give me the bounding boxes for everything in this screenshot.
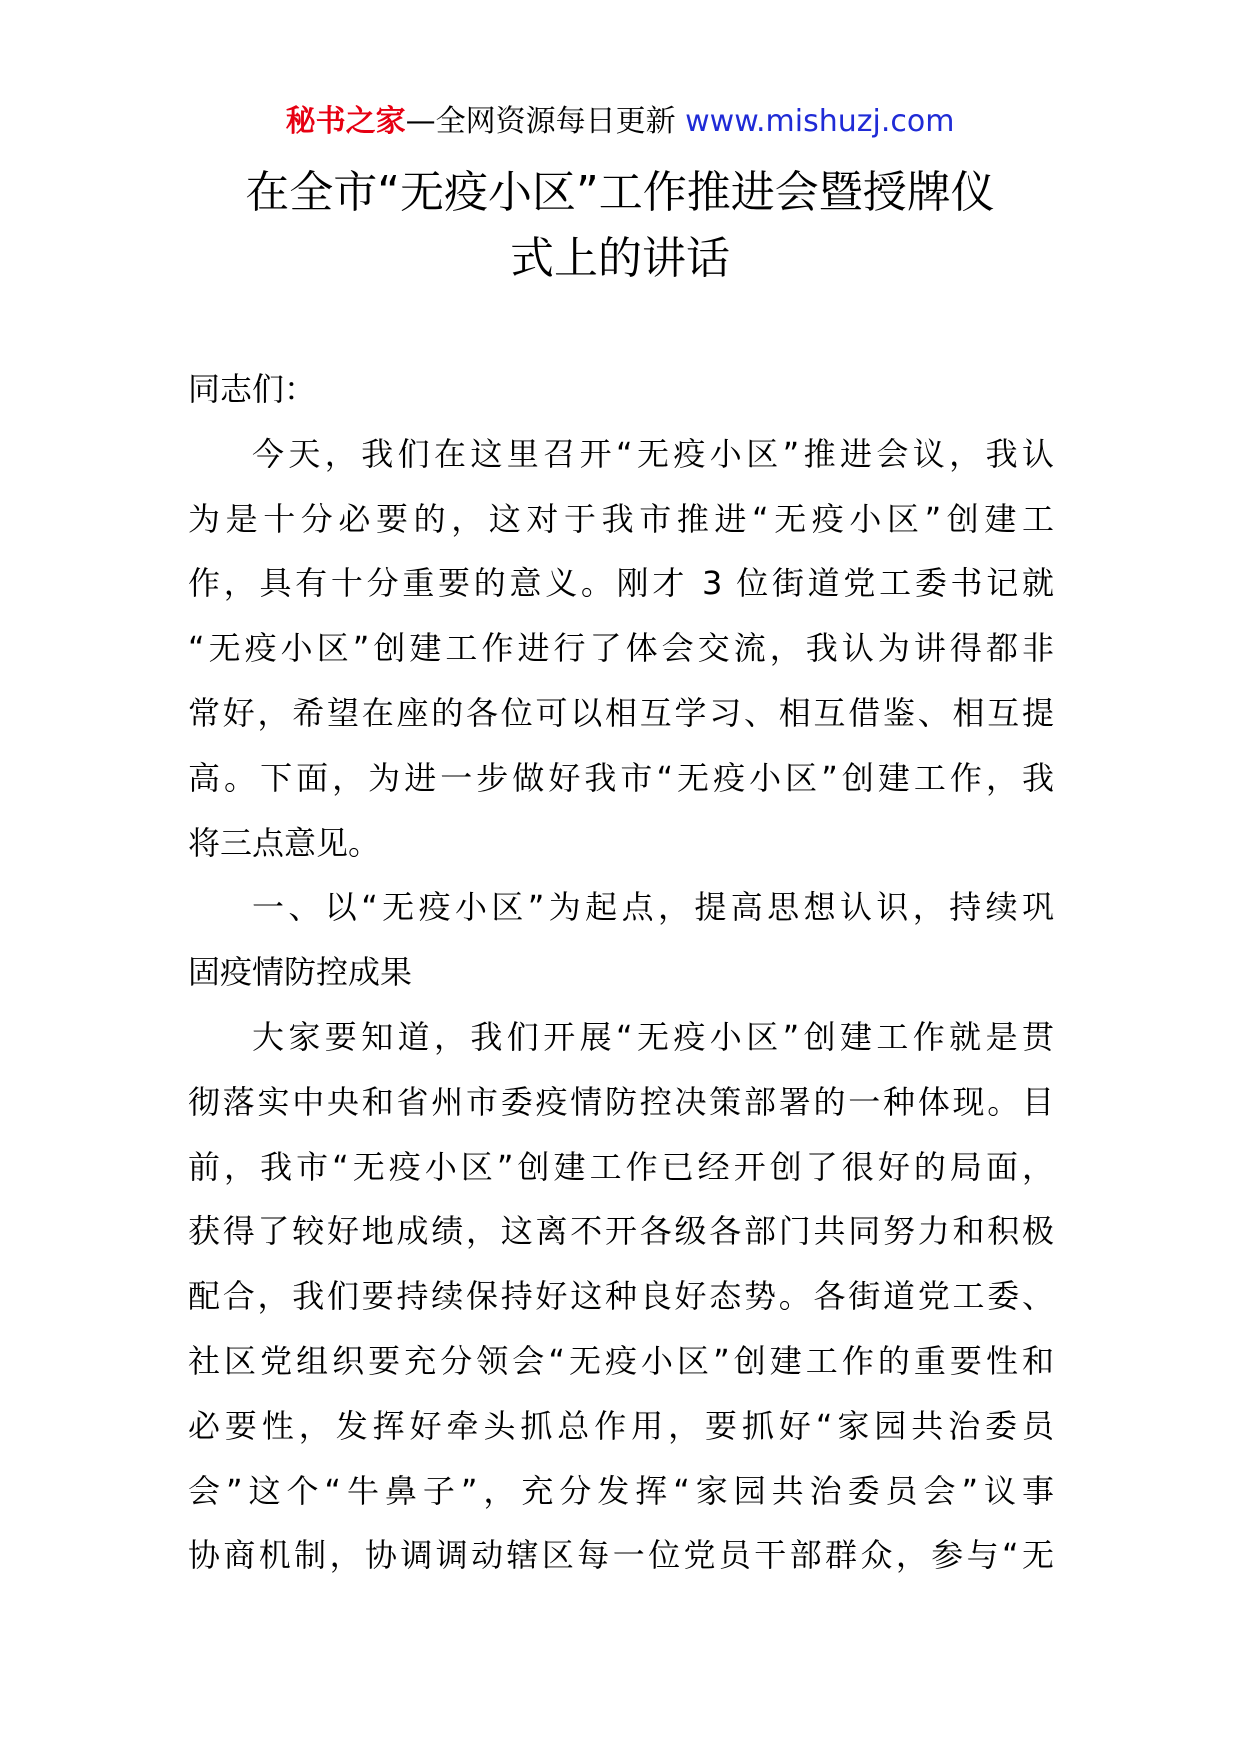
title-line: 在全市“无疫小区”工作推进会暨授牌仪 — [245, 167, 995, 218]
paragraph-line: 协商机制，协调调动辖区每一位党员干部群众，参与“无 — [188, 1536, 1054, 1575]
paragraph-line: 今天，我们在这里召开“无疫小区”推进会议，我认 — [252, 434, 1054, 473]
paragraph-line: 必要性，发挥好牵头抓总作用，要抓好“家园共治委员 — [188, 1406, 1054, 1445]
brand-name: 秘书之家 — [285, 104, 406, 139]
salutation: 同志们： — [188, 370, 317, 408]
site-url-link[interactable]: www.mishuzj.com — [685, 104, 955, 139]
paragraph-line: 社区党组织要充分领会“无疫小区”创建工作的重要性和 — [188, 1341, 1054, 1380]
paragraph-line: 会”这个“牛鼻子”，充分发挥“家园共治委员会”议事 — [188, 1471, 1054, 1510]
paragraph-line: 大家要知道，我们开展“无疫小区”创建工作就是贯 — [252, 1017, 1054, 1056]
title-line: 式上的讲话 — [510, 233, 730, 284]
paragraph-line: 高。下面，为进一步做好我市“无疫小区”创建工作，我 — [188, 758, 1054, 797]
site-banner — [0, 100, 1240, 144]
paragraph-line: 获得了较好地成绩，这离不开各级各部门共同努力和积极 — [188, 1212, 1054, 1251]
paragraph-line: 前，我市“无疫小区”创建工作已经开创了很好的局面， — [188, 1147, 1054, 1186]
banner-tagline: —全网资源每日更新 — [405, 104, 676, 139]
paragraph-line: 配合，我们要持续保持好这种良好态势。各街道党工委、 — [188, 1277, 1054, 1316]
paragraph-line: 将三点意见。 — [188, 823, 381, 862]
paragraph-line: 作，具有十分重要的意义。刚才 3 位街道党工委书记就 — [188, 564, 1054, 603]
section-heading-line: 固疫情防控成果 — [188, 953, 413, 992]
paragraph-line: 为是十分必要的，这对于我市推进“无疫小区”创建工 — [188, 499, 1054, 538]
document-title — [170, 160, 1070, 292]
section-heading-line: 一、以“无疫小区”为起点，提高思想认识，持续巩 — [252, 888, 1054, 927]
document-body — [188, 357, 1054, 1588]
paragraph-line: 常好，希望在座的各位可以相互学习、相互借鉴、相互提 — [188, 693, 1054, 732]
paragraph-line: “无疫小区”创建工作进行了体会交流，我认为讲得都非 — [188, 629, 1054, 668]
paragraph-line: 彻落实中央和省州市委疫情防控决策部署的一种体现。目 — [188, 1082, 1054, 1121]
